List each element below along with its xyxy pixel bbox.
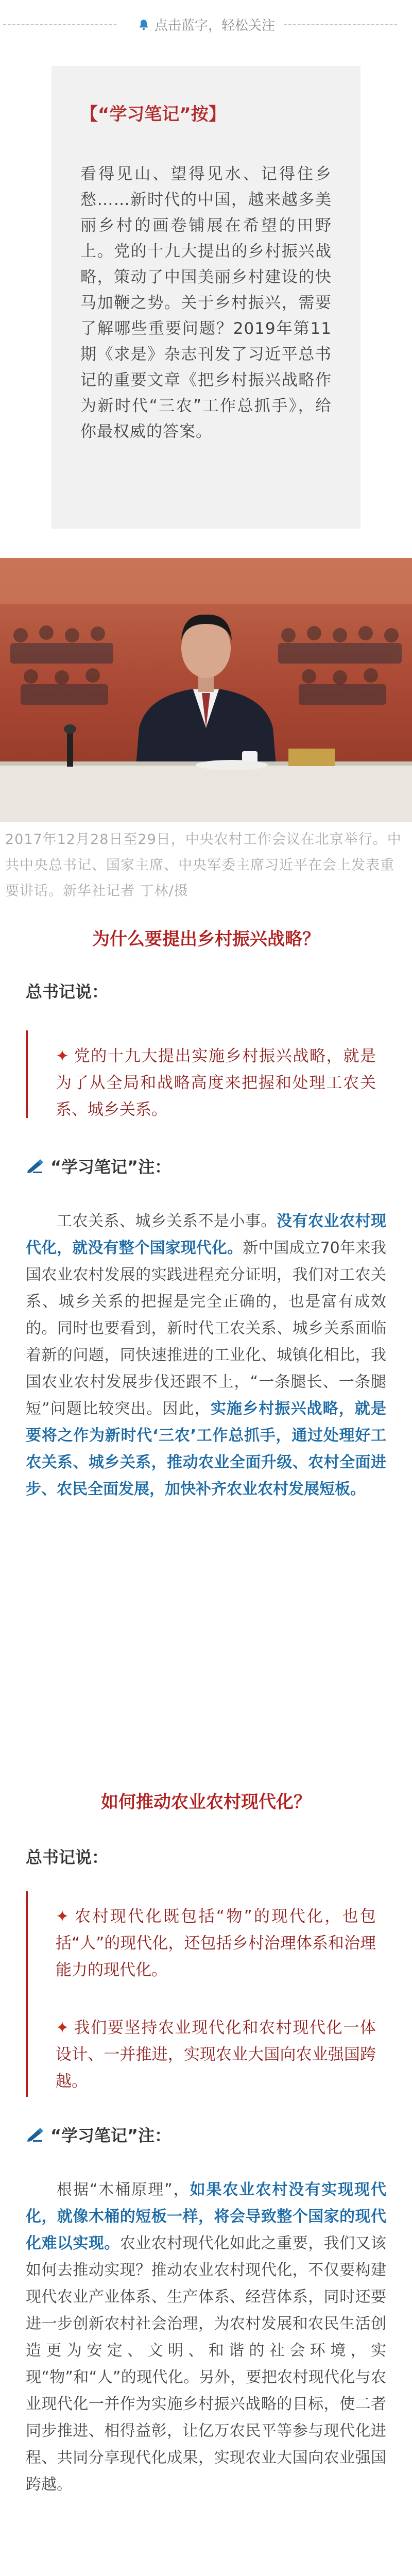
pen-icon	[26, 1158, 44, 1174]
sparkle-icon: ✦	[56, 2019, 69, 2037]
dash-divider-right: -------------------------	[283, 18, 399, 31]
section2-quote1-text: 农村现代化既包括“物”的现代化，也包括“人”的现代化，还包括乡村治理体系和治理能力的现代化。	[56, 1907, 376, 1979]
section2-quote2	[56, 2014, 376, 2095]
dash-divider-left: -------------------------	[2, 18, 118, 31]
sparkle-icon: ✦	[56, 1047, 69, 1065]
section2-speaker: 总书记说：	[26, 1848, 109, 1867]
section2-notes-label: “学习笔记”注：	[50, 2126, 171, 2145]
section2-notes-p1-bold: 如果农业农村没有实现现代化，就像木桶的短板一样，将会导致整个国家的现代化难以实现。	[26, 2181, 386, 2252]
follow-text: 点击蓝字，轻松关注	[154, 18, 275, 33]
section1-notes-p1: 工农关系、城乡关系不是小事。	[57, 1212, 277, 1230]
section1-notes-label: “学习笔记”注：	[50, 1157, 171, 1177]
section2-notes-body	[26, 2177, 386, 2498]
section1-notes-body	[26, 1208, 386, 1503]
pen-icon	[26, 2127, 44, 2142]
section1-speaker: 总书记说：	[26, 982, 109, 1002]
section1-quote-text: 党的十九大提出实施乡村振兴战略，就是为了从全局和战略高度来把握和处理工农关系、城乡关系。	[56, 1047, 376, 1119]
section2-quotes	[26, 1891, 386, 2097]
follow-banner	[0, 0, 412, 49]
news-photo	[0, 558, 412, 822]
editor-note-title: 【“学习笔记”按】	[80, 104, 226, 125]
sparkle-icon: ✦	[56, 1907, 69, 1926]
bell-icon	[137, 18, 150, 31]
section1-notes-head	[26, 1154, 171, 1178]
section1-notes-p1-bold: 没有农业农村现代化，就没有整个国家现代化。	[26, 1212, 386, 1257]
editor-note-body: 看得见山、望得见水、记得住乡愁……新时代的中国，越来越多美丽乡村的画卷铺展在希望的田野上。党的十九大提出的乡村振兴战略，策动了中国美丽乡村建设的快马加鞭之势。关于乡村振兴，需要了解哪些重要问题？2019年第11期《求是》杂志刊发了习近平总书记的重要文章《把乡村振兴战略作为新时代“三农”工作总抓手》，给你最权威的答案。	[80, 165, 332, 441]
photo-caption: 2017年12月28日至29日，中央农村工作会议在北京举行。中共中央总书记、国家主席、中央军委主席习近平在会上发表重要讲话。新华社记者 丁林/摄	[5, 832, 402, 899]
section1-notes-p2: 新中国成立70年来我国农业农村发展的实践进程充分证明，我们对工农关系、城乡关系的把握是完全正确的，也是富有成效的。同时也要看到，新时代工农关系、城乡关系面临着新的问题，同快速推进的工业化、城镇化相比，我国农业农村发展步伐还跟不上，“一条腿长、一条腿短”问题比较突出。因此，	[26, 1239, 386, 1418]
meeting-photo-illustration	[0, 558, 412, 822]
editor-note-box	[52, 66, 360, 529]
section2-notes-p2: 农业农村现代化如此之重要，我们又该如何去推动实现？推动农业农村现代化，不仅要构建现代农业产业体系、生产体系、经营体系，同时还要进一步创新农村社会治理，为农村发展和农民生活创造更为安定、文明、和谐的社会环境，实现“物”和“人”的现代化。另外，要把农村现代化与农业现代化一并作为实施乡村振兴战略的目标，使二者同步推进、相得益彰，让亿万农民平等参与现代化进程、共同分享现代化成果，实现农业大国向农业强国跨越。	[26, 2234, 387, 2494]
section1-title: 为什么要提出乡村振兴战略？	[92, 929, 320, 950]
section2-quote2-text: 我们要坚持农业现代化和农村现代化一体设计、一并推进，实现农业大国向农业强国跨越。	[56, 2019, 376, 2091]
section1-notes-p2-bold: 实施乡村振兴战略，就是要将之作为新时代‘三农’工作总抓手，通过处理好工农关系、城乡关系，推动农业全面升级、农村全面进步、农民全面发展，加快补齐农业农村发展短板。	[26, 1400, 387, 1498]
section2-notes-head	[26, 2123, 171, 2146]
section2-notes-p1: 根据“木桶原理”，	[57, 2181, 190, 2199]
section2-quote1	[56, 1903, 376, 1984]
follow-prompt[interactable]	[137, 15, 275, 34]
section1-quote	[26, 1030, 386, 1118]
section2-title: 如何推动农业农村现代化？	[101, 1792, 311, 1812]
